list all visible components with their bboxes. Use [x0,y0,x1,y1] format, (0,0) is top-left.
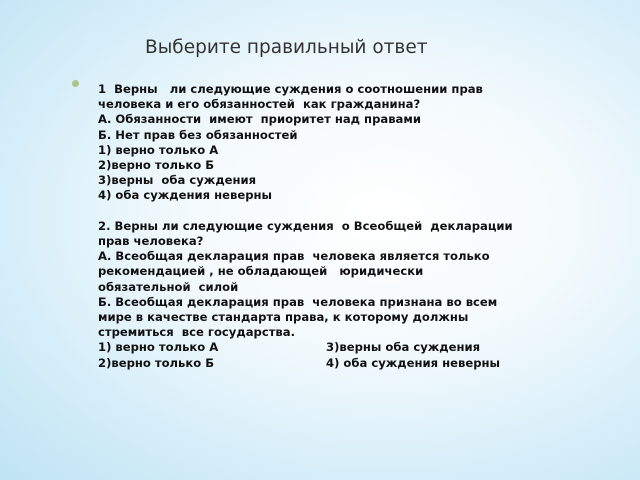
question-2-text: 2. Верны ли следующие суждения о Всеобщей декларации [98,218,513,233]
answer-option-3: 3)верны оба суждения [98,173,257,188]
answer-option-1: 1) верно только А [98,142,219,157]
question-2 [98,219,618,371]
question-1-text: 1 Верны ли следующие суждения о соотношении прав [98,82,483,96]
answer-option-4: 4) оба суждения неверны [98,188,272,203]
question-1 [98,82,618,204]
statement-b: Б. Нет прав без обязанностей [98,127,298,142]
answer-option-4: 4) оба суждения неверны [326,355,500,370]
spacer [98,204,618,219]
statement-a: А. Обязанности имеют приоритет над правами [98,112,421,127]
statement-b: Б. Всеобщая декларация прав человека признана во всем [98,294,498,309]
answer-option-1: 1) верно только А [98,340,219,355]
slide-title: Выберите правильный ответ [145,37,428,58]
answer-option-2: 2)верно только Б [98,355,215,370]
statement-b: мире в качестве стандарта права, к которому должны [98,310,469,325]
statement-b: стремиться все государства. [98,325,295,340]
answer-option-2: 2)верно только Б [98,158,215,173]
statement-a: А. Всеобщая декларация прав человека является только [98,249,490,264]
answer-options [98,340,618,370]
statement-a: рекомендацией , не обладающей юридически [98,264,424,279]
answer-option-3: 3)верны оба суждения [326,340,481,355]
question-content [98,82,618,371]
question-1-text: человека и его обязанностей как гражданина? [98,97,421,112]
bullet-icon [72,80,79,87]
statement-a: обязательной силой [98,279,239,294]
question-2-text: прав человека? [98,234,204,249]
